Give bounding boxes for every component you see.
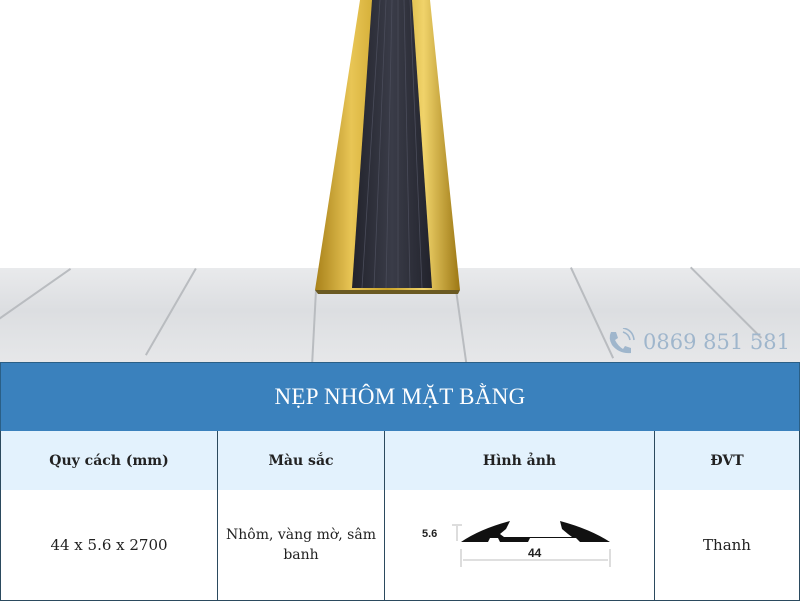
cell-unit: Thanh [654, 490, 800, 600]
table-header-row [0, 431, 800, 491]
table-title: NẸP NHÔM MẶT BẰNG [274, 384, 526, 409]
header-image: Hình ảnh [384, 431, 654, 490]
header-unit: ĐVT [654, 431, 800, 490]
phone-number: 0869 851 581 [643, 330, 790, 354]
table-row [0, 490, 800, 601]
colors-text: Nhôm, vàng mờ, sâm banh [226, 527, 376, 563]
header-color: Màu sắc [217, 431, 384, 490]
spec-table [0, 362, 800, 600]
height-label: 5.6 [421, 528, 437, 540]
aluminium-strip-image [0, 0, 800, 300]
header-spec: Quy cách (mm) [0, 431, 217, 490]
cell-spec: 44 x 5.6 x 2700 [0, 490, 217, 600]
cell-diagram [384, 490, 654, 600]
cell-colors [217, 490, 384, 600]
profile-diagram [420, 515, 620, 575]
table-title-bar [0, 362, 800, 432]
width-label: 44 [527, 546, 541, 560]
phone-icon [605, 328, 635, 356]
phone-watermark [605, 328, 790, 356]
